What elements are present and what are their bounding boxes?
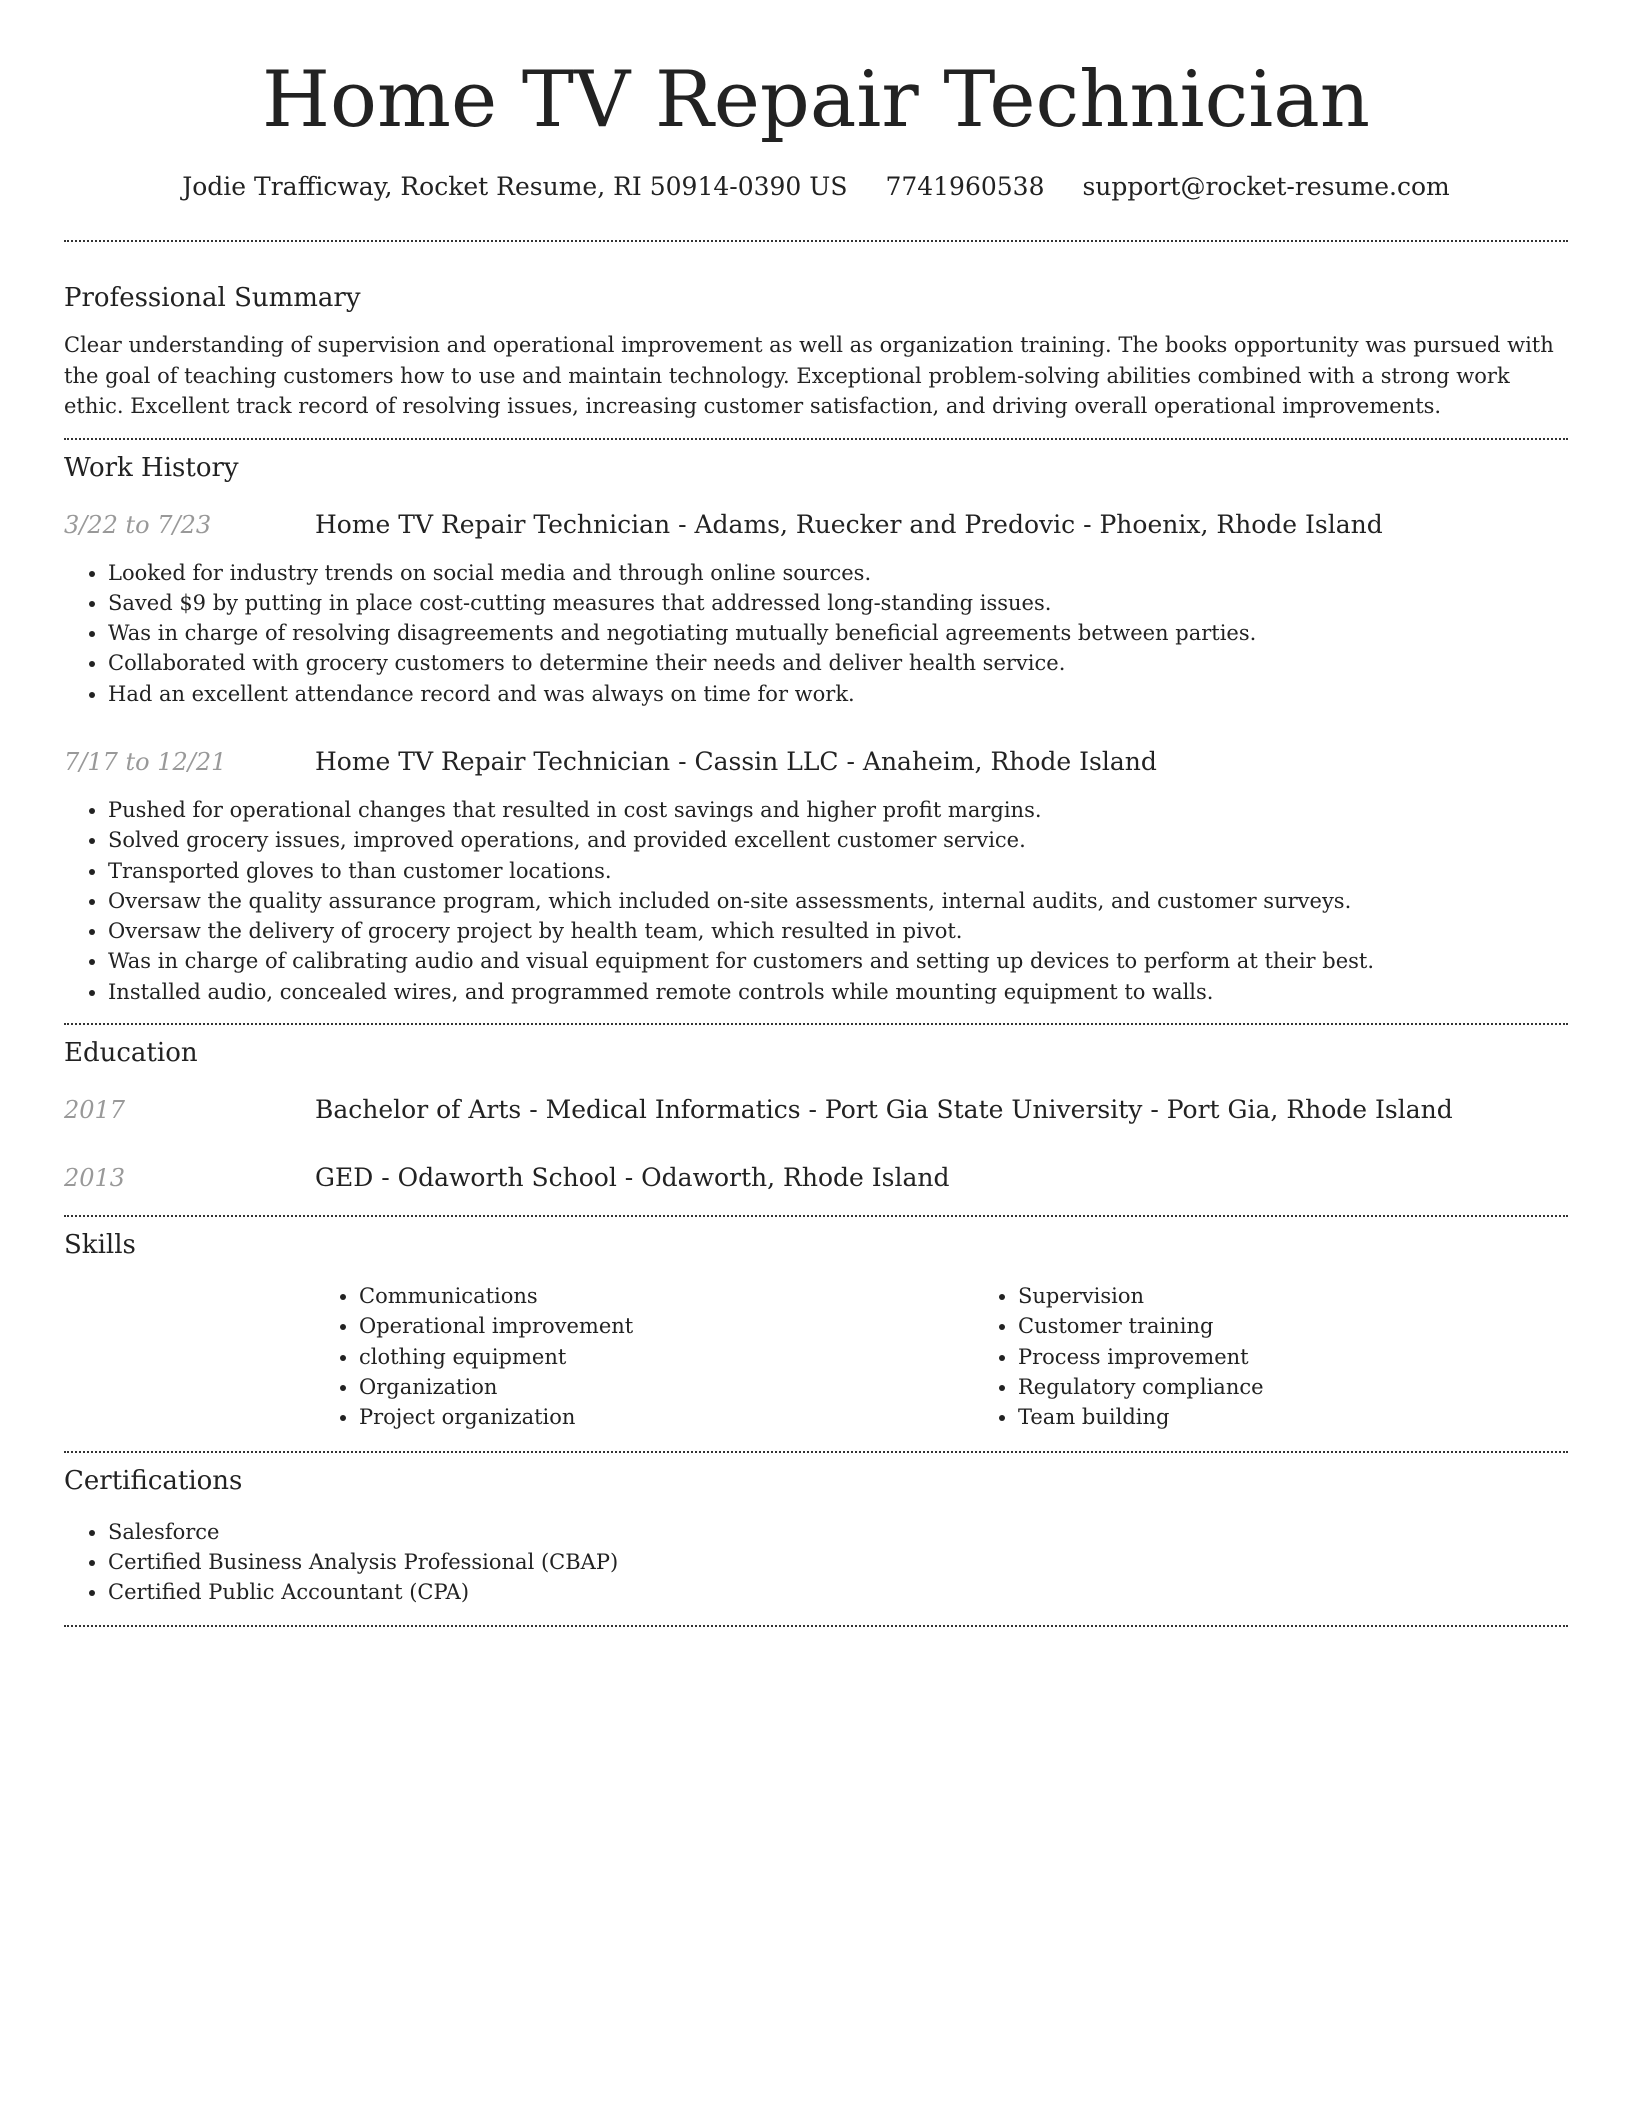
job-role: Home TV Repair Technician (315, 746, 671, 776)
job-dates: 3/22 to 7/23 (64, 510, 212, 539)
job-title (315, 745, 1157, 779)
education-degree (315, 1161, 949, 1195)
degree-name: GED (315, 1163, 374, 1193)
job-dates: 7/17 to 12/21 (64, 747, 227, 776)
job-details: - Adams, Ruecker and Predovic - Phoenix, Rhode Island (670, 509, 1383, 539)
education-details: - Port Gia State University - Port Gia, Rhode Island (800, 1095, 1453, 1125)
job-header (64, 745, 1568, 779)
list-item: • Saved $9 by putting in place cost-cutting measures that addressed long-standing issues. (108, 588, 1568, 618)
education-title: Education (64, 1038, 198, 1069)
list-item: • Salesforce (108, 1517, 1568, 1547)
job-details: - Cassin LLC - Anaheim, Rhode Island (670, 746, 1157, 776)
list-item: • Installed audio, concealed wires, and programmed remote controls while mounting equipment to walls. (108, 977, 1568, 1007)
list-item: • Was in charge of calibrating audio and visual equipment for customers and setting up devices to perform at their best. (108, 946, 1568, 976)
list-item: • Team building (1018, 1402, 1632, 1432)
skills-list-left (315, 1281, 974, 1432)
divider (64, 1625, 1568, 1627)
certifications-list (64, 1517, 1568, 1608)
list-item: • Oversaw the delivery of grocery project by health team, which resulted in pivot. (108, 916, 1568, 946)
education-section (64, 1025, 1568, 1195)
work-title: Work History (64, 452, 239, 483)
certifications-title: Certifications (64, 1465, 243, 1496)
education-degree (315, 1093, 1453, 1127)
list-item: • Customer training (1018, 1311, 1632, 1341)
list-item: • Was in charge of resolving disagreements and negotiating mutually beneficial agreements between parties. (108, 618, 1568, 648)
education-entry (64, 1161, 1568, 1195)
resume-header (64, 0, 1568, 206)
skills-list-right (974, 1281, 1632, 1432)
job-bullets (64, 558, 1568, 709)
email: support@rocket-resume.com (1082, 172, 1450, 201)
list-item: • Collaborated with grocery customers to determine their needs and deliver health service. (108, 648, 1568, 678)
skills-columns (315, 1281, 1568, 1432)
education-year: 2017 (64, 1096, 126, 1125)
list-item: • Process improvement (1018, 1342, 1632, 1372)
summary-section (64, 242, 1568, 422)
degree-name: Bachelor of Arts - Medical Informatics (315, 1095, 801, 1125)
list-item: • Supervision (1018, 1281, 1632, 1311)
list-item: • Transported gloves to than customer locations. (108, 856, 1568, 886)
list-item: • Looked for industry trends on social media and through online sources. (108, 558, 1568, 588)
list-item: • Regulatory compliance (1018, 1372, 1632, 1402)
list-item: • Solved grocery issues, improved operations, and provided excellent customer service. (108, 825, 1568, 855)
address: Jodie Trafficway, Rocket Resume, RI 50914-0390 US (182, 172, 848, 201)
list-item: • Certified Public Accountant (CPA) (108, 1577, 1568, 1607)
list-item: • Oversaw the quality assurance program, which included on-site assessments, internal audits, and customer surveys. (108, 886, 1568, 916)
phone: 7741960538 (885, 172, 1045, 201)
skills-title: Skills (64, 1230, 136, 1261)
education-year: 2013 (64, 1164, 126, 1193)
list-item: • Communications (359, 1281, 974, 1311)
certifications-section (64, 1453, 1568, 1608)
job-title (315, 508, 1383, 542)
summary-title: Professional Summary (64, 283, 361, 313)
job-entry (64, 508, 1568, 709)
job-bullets (64, 795, 1568, 1007)
list-item: • Had an excellent attendance record and was always on time for work. (108, 679, 1568, 709)
job-entry (64, 745, 1568, 1007)
contact-line (64, 168, 1568, 206)
list-item: • Pushed for operational changes that resulted in cost savings and higher profit margins. (108, 795, 1568, 825)
job-role: Home TV Repair Technician (315, 509, 671, 539)
candidate-name: Home TV Repair Technician (262, 55, 1370, 145)
education-entry (64, 1093, 1568, 1127)
education-details: - Odaworth School - Odaworth, Rhode Island (373, 1163, 950, 1193)
list-item: • Operational improvement (359, 1311, 974, 1341)
list-item: • clothing equipment (359, 1342, 974, 1372)
list-item: • Project organization (359, 1402, 974, 1432)
skills-section (64, 1217, 1568, 1432)
work-section (64, 440, 1568, 1008)
list-item: • Certified Business Analysis Professional (CBAP) (108, 1547, 1568, 1577)
summary-text: Clear understanding of supervision and operational improvement as well as organization training. The books opportunity was pursued with the goal of teaching customers how to use and maintain technology. Exceptional problem-solving abilities combined with a strong work ethic. Excellent track record of resolving issues, increasing customer satisfaction, and driving overall operational improvements. (64, 333, 1554, 418)
list-item: • Organization (359, 1372, 974, 1402)
job-header (64, 508, 1568, 542)
